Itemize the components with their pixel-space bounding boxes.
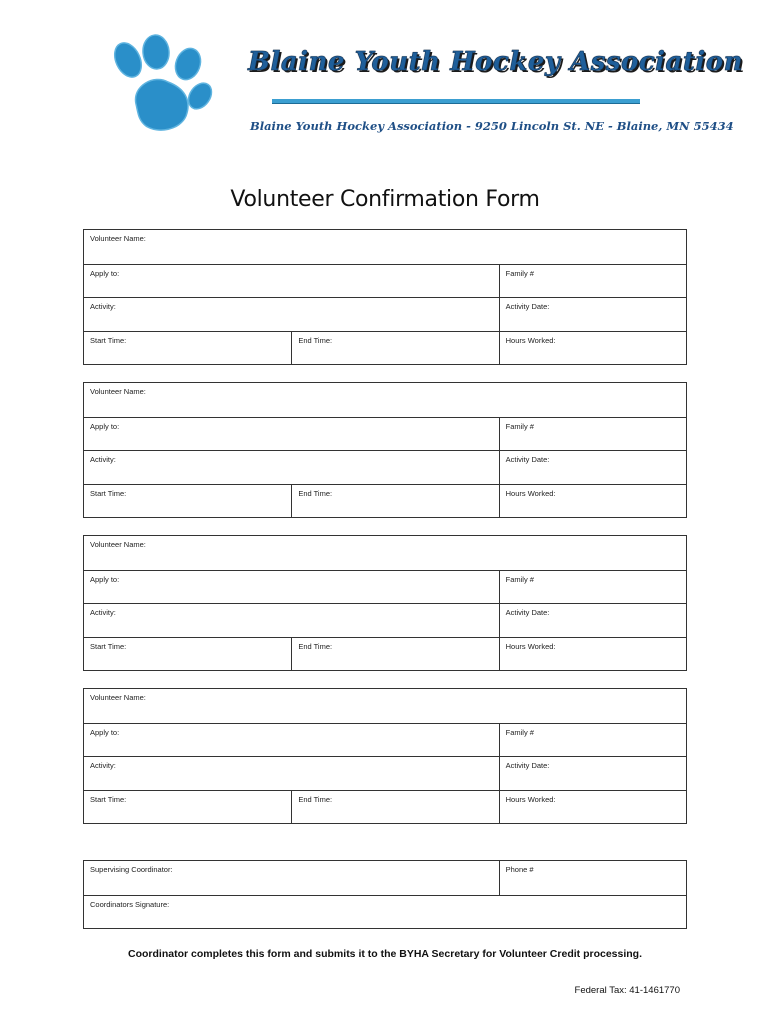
activity-date-field[interactable] [499, 757, 686, 790]
activity-field[interactable] [84, 451, 499, 484]
family-field[interactable] [499, 571, 686, 604]
apply-to-label: Apply to: [90, 421, 120, 431]
phone-label: Phone # [505, 865, 534, 874]
hours-worked-field[interactable] [499, 332, 686, 365]
federal-tax-id: Federal Tax: 41-1461770 [574, 985, 680, 996]
end-time-field[interactable] [291, 638, 498, 671]
activity-label: Activity: [90, 455, 116, 464]
end-time-field[interactable] [291, 791, 498, 824]
start-time-field[interactable] [84, 791, 291, 824]
activity-date-label: Activity Date: [505, 455, 550, 464]
volunteer-name-field[interactable] [84, 689, 686, 723]
activity-label: Activity: [90, 302, 116, 311]
family-label: Family # [505, 421, 534, 431]
family-label: Family # [505, 574, 534, 584]
end-time-label: End Time: [298, 794, 333, 804]
apply-to-field[interactable] [84, 724, 499, 757]
volunteer-name-label: Volunteer Name: [90, 693, 146, 702]
start-time-label: Start Time: [90, 488, 127, 498]
hours-worked-field[interactable] [499, 485, 686, 518]
volunteer-entry-4 [83, 688, 687, 824]
volunteer-name-field[interactable] [84, 383, 686, 417]
activity-field[interactable] [84, 298, 499, 331]
start-time-label: Start Time: [90, 794, 127, 804]
supervising-coordinator-field[interactable] [84, 861, 499, 895]
apply-to-label: Apply to: [90, 574, 120, 584]
end-time-label: End Time: [298, 335, 333, 345]
hours-worked-label: Hours Worked: [505, 641, 556, 651]
end-time-field[interactable] [291, 332, 498, 365]
activity-label: Activity: [90, 608, 116, 617]
volunteer-name-field[interactable] [84, 536, 686, 570]
coordinator-signature-label: Coordinators Signature: [90, 899, 170, 909]
activity-label: Activity: [90, 761, 116, 770]
start-time-field[interactable] [84, 485, 291, 518]
activity-date-field[interactable] [499, 604, 686, 637]
organization-address: Blaine Youth Hockey Association - 9250 Lincoln St. NE - Blaine, MN 55434 [250, 119, 734, 133]
end-time-field[interactable] [291, 485, 498, 518]
family-field[interactable] [499, 418, 686, 451]
start-time-field[interactable] [84, 332, 291, 365]
volunteer-entry-3 [83, 535, 687, 671]
coordinator-signature-field[interactable] [84, 896, 686, 929]
phone-field[interactable] [499, 861, 686, 895]
apply-to-label: Apply to: [90, 727, 120, 737]
start-time-label: Start Time: [90, 335, 127, 345]
activity-field[interactable] [84, 757, 499, 790]
coordinator-section [83, 860, 687, 929]
supervising-coordinator-label: Supervising Coordinator: [90, 865, 173, 874]
activity-date-label: Activity Date: [505, 761, 550, 770]
apply-to-field[interactable] [84, 265, 499, 298]
organization-name: Blaine Youth Hockey Association [248, 47, 744, 77]
volunteer-name-label: Volunteer Name: [90, 387, 146, 396]
activity-date-field[interactable] [499, 451, 686, 484]
family-label: Family # [505, 268, 534, 278]
hours-worked-label: Hours Worked: [505, 488, 556, 498]
apply-to-field[interactable] [84, 418, 499, 451]
header-divider [272, 99, 640, 104]
activity-date-label: Activity Date: [505, 608, 550, 617]
activity-date-label: Activity Date: [505, 302, 550, 311]
volunteer-entry-1 [83, 229, 687, 365]
family-field[interactable] [499, 265, 686, 298]
start-time-label: Start Time: [90, 641, 127, 651]
page-title: Volunteer Confirmation Form [230, 187, 540, 212]
end-time-label: End Time: [298, 488, 333, 498]
submission-instructions: Coordinator completes this form and submits it to the BYHA Secretary for Volunteer Credit processing. [128, 948, 642, 960]
hours-worked-field[interactable] [499, 638, 686, 671]
paw-print-icon [106, 34, 218, 136]
family-label: Family # [505, 727, 534, 737]
activity-date-field[interactable] [499, 298, 686, 331]
volunteer-entry-2 [83, 382, 687, 518]
end-time-label: End Time: [298, 641, 333, 651]
hours-worked-label: Hours Worked: [505, 794, 556, 804]
apply-to-field[interactable] [84, 571, 499, 604]
activity-field[interactable] [84, 604, 499, 637]
start-time-field[interactable] [84, 638, 291, 671]
hours-worked-field[interactable] [499, 791, 686, 824]
family-field[interactable] [499, 724, 686, 757]
volunteer-name-label: Volunteer Name: [90, 234, 146, 243]
hours-worked-label: Hours Worked: [505, 335, 556, 345]
apply-to-label: Apply to: [90, 268, 120, 278]
volunteer-name-label: Volunteer Name: [90, 540, 146, 549]
volunteer-name-field[interactable] [84, 230, 686, 264]
